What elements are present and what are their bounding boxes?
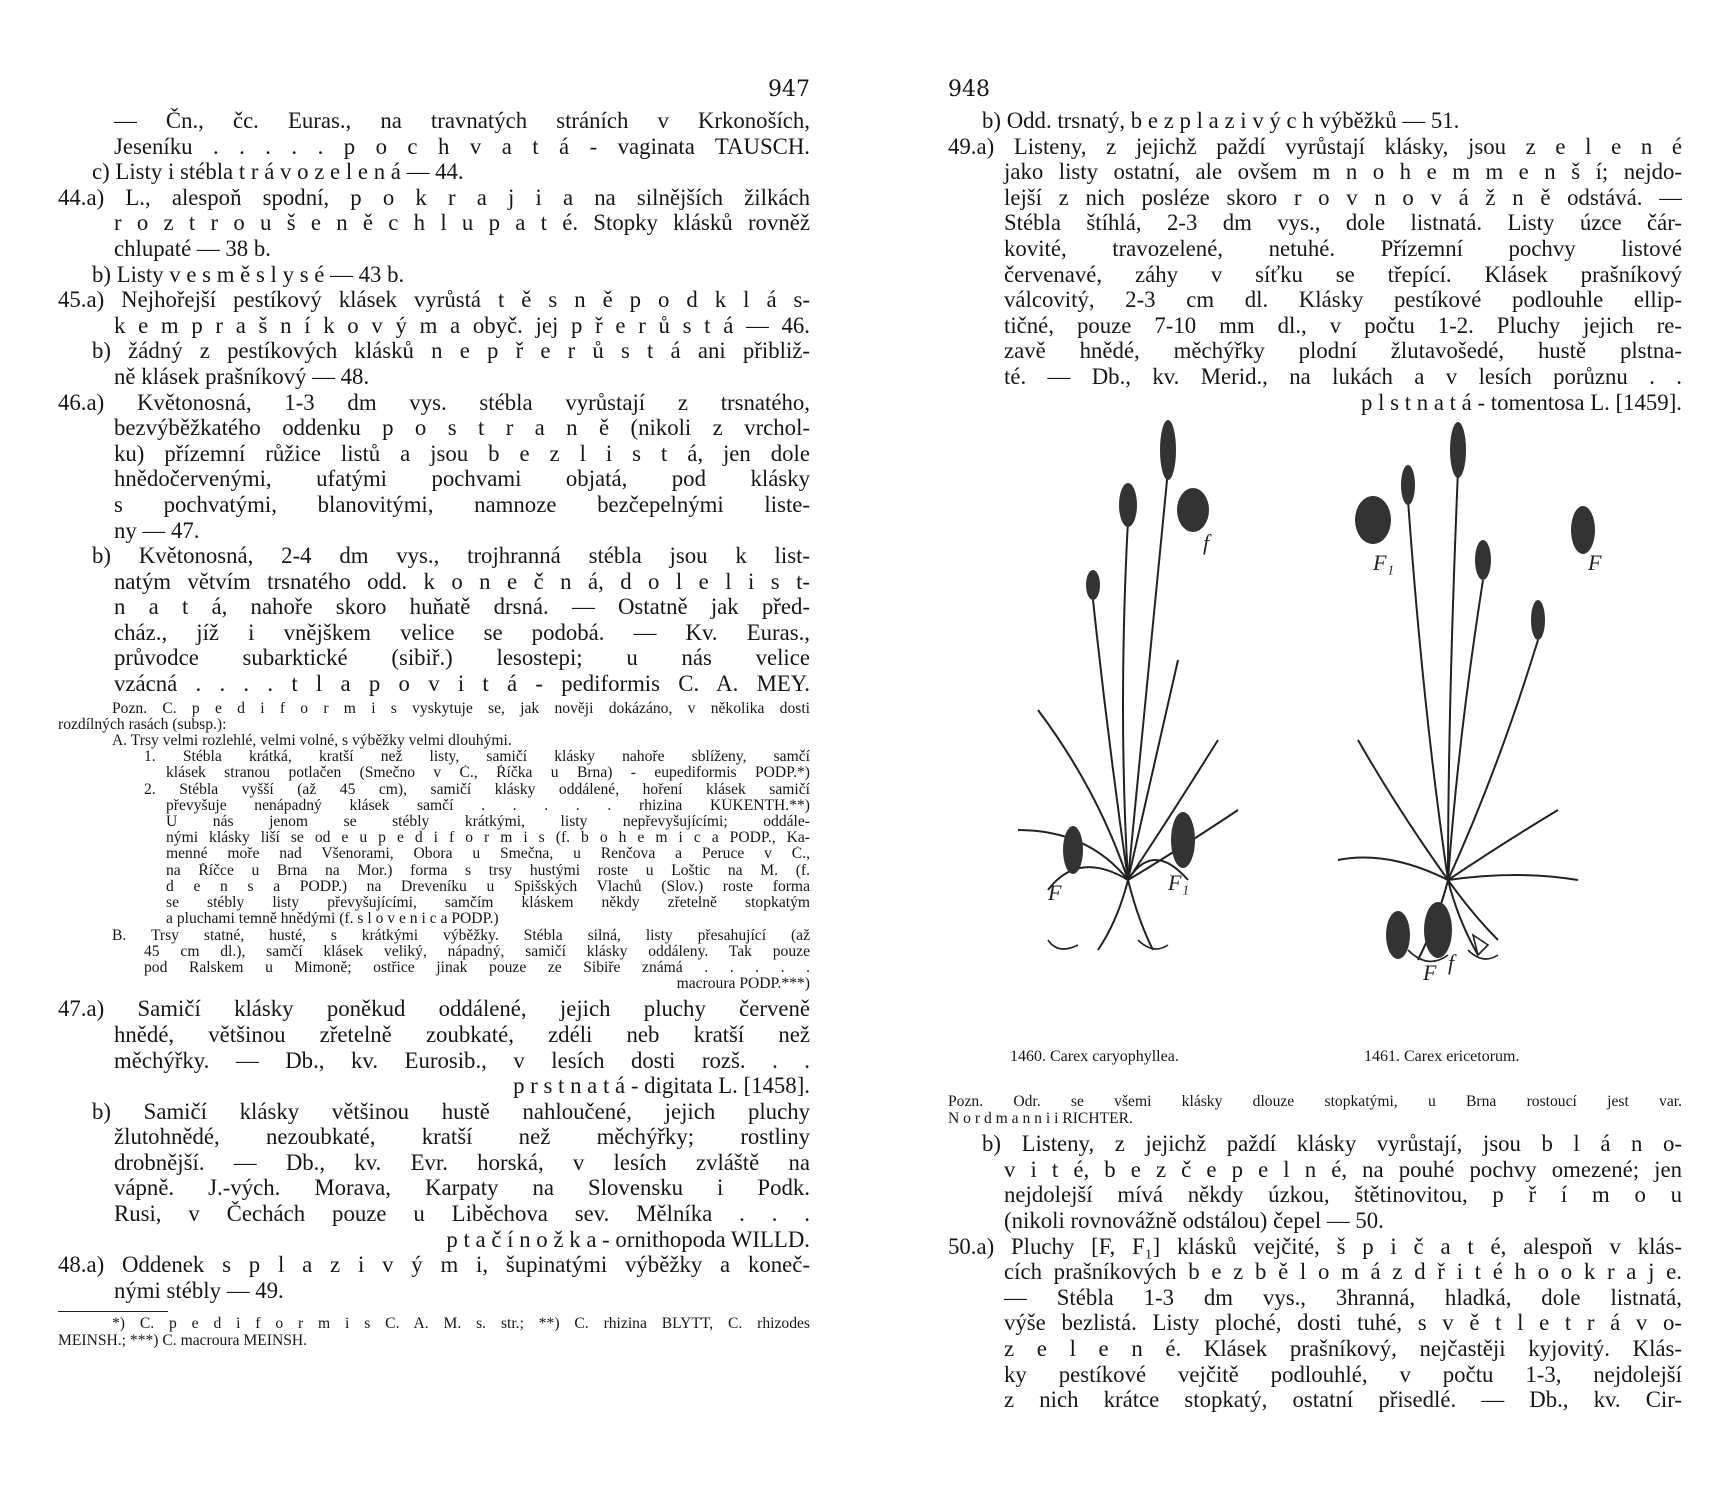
text-line: převyšuje nenápadný klásek samčí . . . . . rhizina KÜKENTH.**) xyxy=(166,797,810,814)
text-line: drobnější. — Db., kv. Evr. horská, v lesích zvláště na xyxy=(114,1149,810,1175)
text-line: — Čn., čc. Euras., na travnatých stráních v Krkonoších, xyxy=(114,108,810,133)
footnotes xyxy=(58,1316,810,1348)
text-line: macroura PODP.***) xyxy=(676,976,810,993)
svg-text:F: F xyxy=(1048,880,1062,905)
text-line: 2. Stébla vyšší (až 45 cm), samičí klásky oddálené, hoření klásek samičí xyxy=(144,781,810,798)
text-line: z e l e n é. Klásek prašníkový, nejčastěji kyjovitý. Klás- xyxy=(1004,1335,1682,1361)
text-line: žlutohnědé, nezoubkaté, kratší než měchýřky; rostliny xyxy=(114,1124,810,1150)
text-line: cích prašníkových b e z b ě l o m á z d ř i t é h o o k r a j e. xyxy=(1004,1259,1682,1285)
text-line: měchýřky. — Db., kv. Eurosib., v lesích dosti rozš. . . xyxy=(114,1047,810,1073)
text-line: jako listy ostatní, ale ovšem m n o h e m m e n š í; nejdo- xyxy=(1004,159,1682,185)
text-line: b) Listeny, z jejichž paždí klásky vyrůstají, jsou b l á n o- xyxy=(982,1131,1682,1157)
text-line: (nikoli rovnovážně odstálou) čepel — 50. xyxy=(1004,1207,1384,1233)
text-line: ny — 47. xyxy=(114,517,200,543)
text-line: p r s t n a t á - digitata L. [1458]. xyxy=(513,1073,810,1099)
text-line: Pozn. C. p e d i f o r m i s vyskytuje se, jak nověji dokázáno, v několika dosti xyxy=(112,700,810,717)
text-line: r o z t r o u š e n ě c h l u p a t é. Stopky klásků rovněž xyxy=(114,210,810,236)
text-line: cház., jíž i vnějškem velice se podobá. — Kv. Euras., xyxy=(114,619,810,645)
text-line: A. Trsy velmi rozlehlé, velmi volné, s výběžky velmi dlouhými. xyxy=(112,733,512,750)
right-text-block-bottom xyxy=(948,1094,1682,1413)
text-line: 44.a) L., alespoň spodní, p o k r a j i a na silnějších žilkách xyxy=(58,184,810,210)
text-line: *) C. p e d i f o r m i s C. A. M. s. str.; **) C. rhizina BLYTT, C. rhizodes xyxy=(112,1316,810,1333)
svg-text:F₁: F₁ xyxy=(1168,870,1190,895)
svg-text:F: F xyxy=(1588,550,1602,575)
text-line: 50.a) Pluchy [F, F₁] klásků vejčité, š p i č a t é, alespoň v klás- xyxy=(948,1233,1682,1259)
text-line: 49.a) Listeny, z jejichž paždí vyrůstají klásky, jsou z e l e n é xyxy=(948,133,1682,159)
text-line: s pochvatými, blanovitými, namnoze bezčepelnými liste- xyxy=(114,491,810,517)
text-line: nými klásky liší se od e u p e d i f o r m i s (f. b o h e m i c a PODP., Ka- xyxy=(166,830,810,847)
text-line: b) Květonosná, 2-4 dm vys., trojhranná stébla jsou k list- xyxy=(92,543,810,569)
text-line: b) Listy v e s m ě s l y s é — 43 b. xyxy=(92,261,405,287)
text-line: p t a č í n o ž k a - ornithopoda WILLD. xyxy=(446,1226,810,1252)
text-line: a pluchami temně hnědými (f. s l o v e n i c a PODP.) xyxy=(166,911,499,928)
text-line: bezvýběžkatého oddenku p o s t r a n ě (nikoli z vrchol- xyxy=(114,415,810,441)
svg-text:f: f xyxy=(1448,950,1455,975)
text-line: U nás jenom se stébly krátkými, listy nepřevyšujícími; oddále- xyxy=(166,814,810,831)
text-line: b) žádný z pestíkových klásků n e p ř e r ů s t á ani přibliž- xyxy=(92,338,810,364)
text-line: — Stébla 1-3 dm vys., 3hranná, hladká, dole listnatá, xyxy=(1004,1284,1682,1310)
text-line: válcovitý, 2-3 cm dl. Klásky pestíkové podlouhle ellip- xyxy=(1004,287,1682,313)
text-line: Pozn. Odr. se všemi klásky dlouze stopkatými, u Brna rostoucí jest var. xyxy=(948,1094,1682,1110)
text-line: z nich krátce stopkatý, ostatní přisedlé. — Db., kv. Cir- xyxy=(1004,1387,1682,1413)
key-entries-49b-50 xyxy=(948,1131,1682,1413)
text-line: Stébla štíhlá, 2-3 dm vys., dole listnatá. Listy úzce čár- xyxy=(1004,210,1682,236)
text-line: 45 cm dl.), samčí klásek veliký, nápadný, samičí klásky oddáleny. Tak pouze xyxy=(144,943,810,960)
text-line: 46.a) Květonosná, 1-3 dm vys. stébla vyrůstají z trsnatého, xyxy=(58,389,810,415)
text-line: n a t á, nahoře skoro huňatě drsná. — Ostatně jak před- xyxy=(114,594,810,620)
text-line: pod Ralskem u Mimoně; ostřice jinak pouze ze Sibiře známá . . . . . xyxy=(144,959,810,976)
text-line: té. — Db., kv. Merid., na lukách a v lesích porůznu . . xyxy=(1004,363,1682,389)
remark-pediformis xyxy=(58,701,810,993)
text-line: 1. Stébla krátká, kratší než listy, samičí klásky nahoře sblíženy, samčí xyxy=(144,749,810,766)
text-line: Rusi, v Čechách pouze u Liběchova sev. Mělníka . . . xyxy=(114,1201,810,1227)
caption-1460: 1460. Carex caryophyllea. xyxy=(1010,1048,1179,1065)
page-number-left: 947 xyxy=(768,77,810,102)
carex-drawing xyxy=(978,410,1638,1030)
text-line: na Říčce u Brna na Mor.) forma s trsy hustými roste u Loštic na M. (f. xyxy=(166,862,810,879)
text-line: hnědé, většinou zřetelně zoubkaté, zdéli neb kratší než xyxy=(114,1021,810,1047)
text-line: k e m p r a š n í k o v ý m a obyč. jej p ř e r ů s t á — 46. xyxy=(114,312,810,338)
text-line: v i t é, b e z č e p e l n é, na pouhé pochvy omezené; jen xyxy=(1004,1156,1682,1182)
text-line: MEINSH.; ***) C. macroura MEINSH. xyxy=(58,1332,308,1349)
key-entries-part2 xyxy=(58,996,810,1303)
text-line: chlupaté — 38 b. xyxy=(114,235,272,261)
text-line: 45.a) Nejhořejší pestíkový klásek vyrůstá t ě s n ě p o d k l á s- xyxy=(58,287,810,313)
text-line: hnědočervenými, ufatými pochvami objatá, pod klásky xyxy=(114,466,810,492)
variety-note xyxy=(948,1094,1682,1127)
text-line: ně klásek prašníkový — 48. xyxy=(114,363,370,389)
text-line: rozdílných rasách (subsp.): xyxy=(58,716,227,733)
key-entries-49 xyxy=(948,108,1682,415)
text-line: N o r d m a n n i i RICHTER. xyxy=(948,1110,1133,1127)
svg-text:F: F xyxy=(1423,960,1437,985)
text-line: průvodce subarktické (sibiř.) lesostepi; u nás velice xyxy=(114,645,810,671)
page-number-right: 948 xyxy=(948,77,990,102)
text-line: 48.a) Oddenek s p l a z i v ý m i, šupinatými výběžky a koneč- xyxy=(58,1252,810,1278)
text-line: natým větvím trsnatého odd. k o n e č n á, d o l e l i s t- xyxy=(114,568,810,594)
svg-text:F₁: F₁ xyxy=(1373,550,1395,575)
right-text-block-top xyxy=(948,108,1682,415)
text-line: b) Odd. trsnatý, b e z p l a z i v ý c h výběžků — 51. xyxy=(982,108,1460,133)
text-line: tičné, pouze 7-10 mm dl., v počtu 1-2. Pluchy jejich re- xyxy=(1004,312,1682,338)
text-line: nejdolejší mívá někdy úzkou, štětinovitou, p ř í m o u xyxy=(1004,1182,1682,1208)
text-line: ku) přízemní růžice listů a jsou b e z l i s t á, jen dole xyxy=(114,440,810,466)
text-line: p l s t n a t á - tomentosa L. [1459]. xyxy=(1361,389,1682,415)
text-line: b) Samičí klásky většinou hustě nahloučené, jejich pluchy xyxy=(92,1098,810,1124)
text-line: klásek stranou potlačen (Smečno v Č., Říčka u Brna) - eupediformis PODP.*) xyxy=(166,765,810,782)
text-line: nými stébly — 49. xyxy=(114,1277,284,1303)
text-line: c) Listy i stébla t r á v o z e l e n á — 44. xyxy=(92,159,464,185)
text-line: vzácná . . . . t l a p o v i t á - pediformis C. A. MEY. xyxy=(114,671,810,697)
text-line: B. Trsy statné, husté, s krátkými výběžky. Stébla silná, listy přesahující (až xyxy=(112,927,810,944)
text-line: Jeseníku . . . . . p o c h v a t á - vaginata TAUSCH. xyxy=(114,133,810,159)
text-line: výše bezlistá. Listy ploché, dosti tuhé, s v ě t l e t r á v o- xyxy=(1004,1310,1682,1336)
text-line: d e n s a PODP.) na Dreveníku u Spišských Vlachů (Slov.) roste forma xyxy=(166,878,810,895)
left-text-block xyxy=(58,108,810,1349)
text-line: kovité, travozelené, netuhé. Přízemní pochvy listové xyxy=(1004,235,1682,261)
text-line: 47.a) Samičí klásky poněkud oddálené, jejich pluchy červeně xyxy=(58,996,810,1022)
text-line: zavě hnědé, měchýřky plodní žlutavošedé, hustě plstna- xyxy=(1004,338,1682,364)
text-line: červenavé, záhy v síťku se třepící. Klásek prašníkový xyxy=(1004,261,1682,287)
text-line: vápně. J.-vých. Morava, Karpaty na Slovensku i Podk. xyxy=(114,1175,810,1201)
text-line: se stébly listy převyšujícími, samčím kláskem někdy zřetelně stopkatým xyxy=(166,895,810,912)
caption-1461: 1461. Carex ericetorum. xyxy=(1364,1048,1520,1065)
botanical-illustration xyxy=(978,410,1638,1030)
right-page xyxy=(948,0,1682,1501)
text-line: menné moře nad Všenorami, Obora u Smečna, u Renčova a Peruce v Č., xyxy=(166,846,810,863)
footnote-rule xyxy=(58,1311,168,1312)
text-line: ky pestíkové vejčitě podlouhlé, v počtu 1-3, nejdolejší xyxy=(1004,1361,1682,1387)
svg-text:f: f xyxy=(1203,530,1210,555)
key-entries-part1 xyxy=(58,108,810,697)
text-line: lejší z nich posléze skoro r o v n o v á ž n ě odstává. — xyxy=(1004,184,1682,210)
left-page xyxy=(58,0,810,1501)
